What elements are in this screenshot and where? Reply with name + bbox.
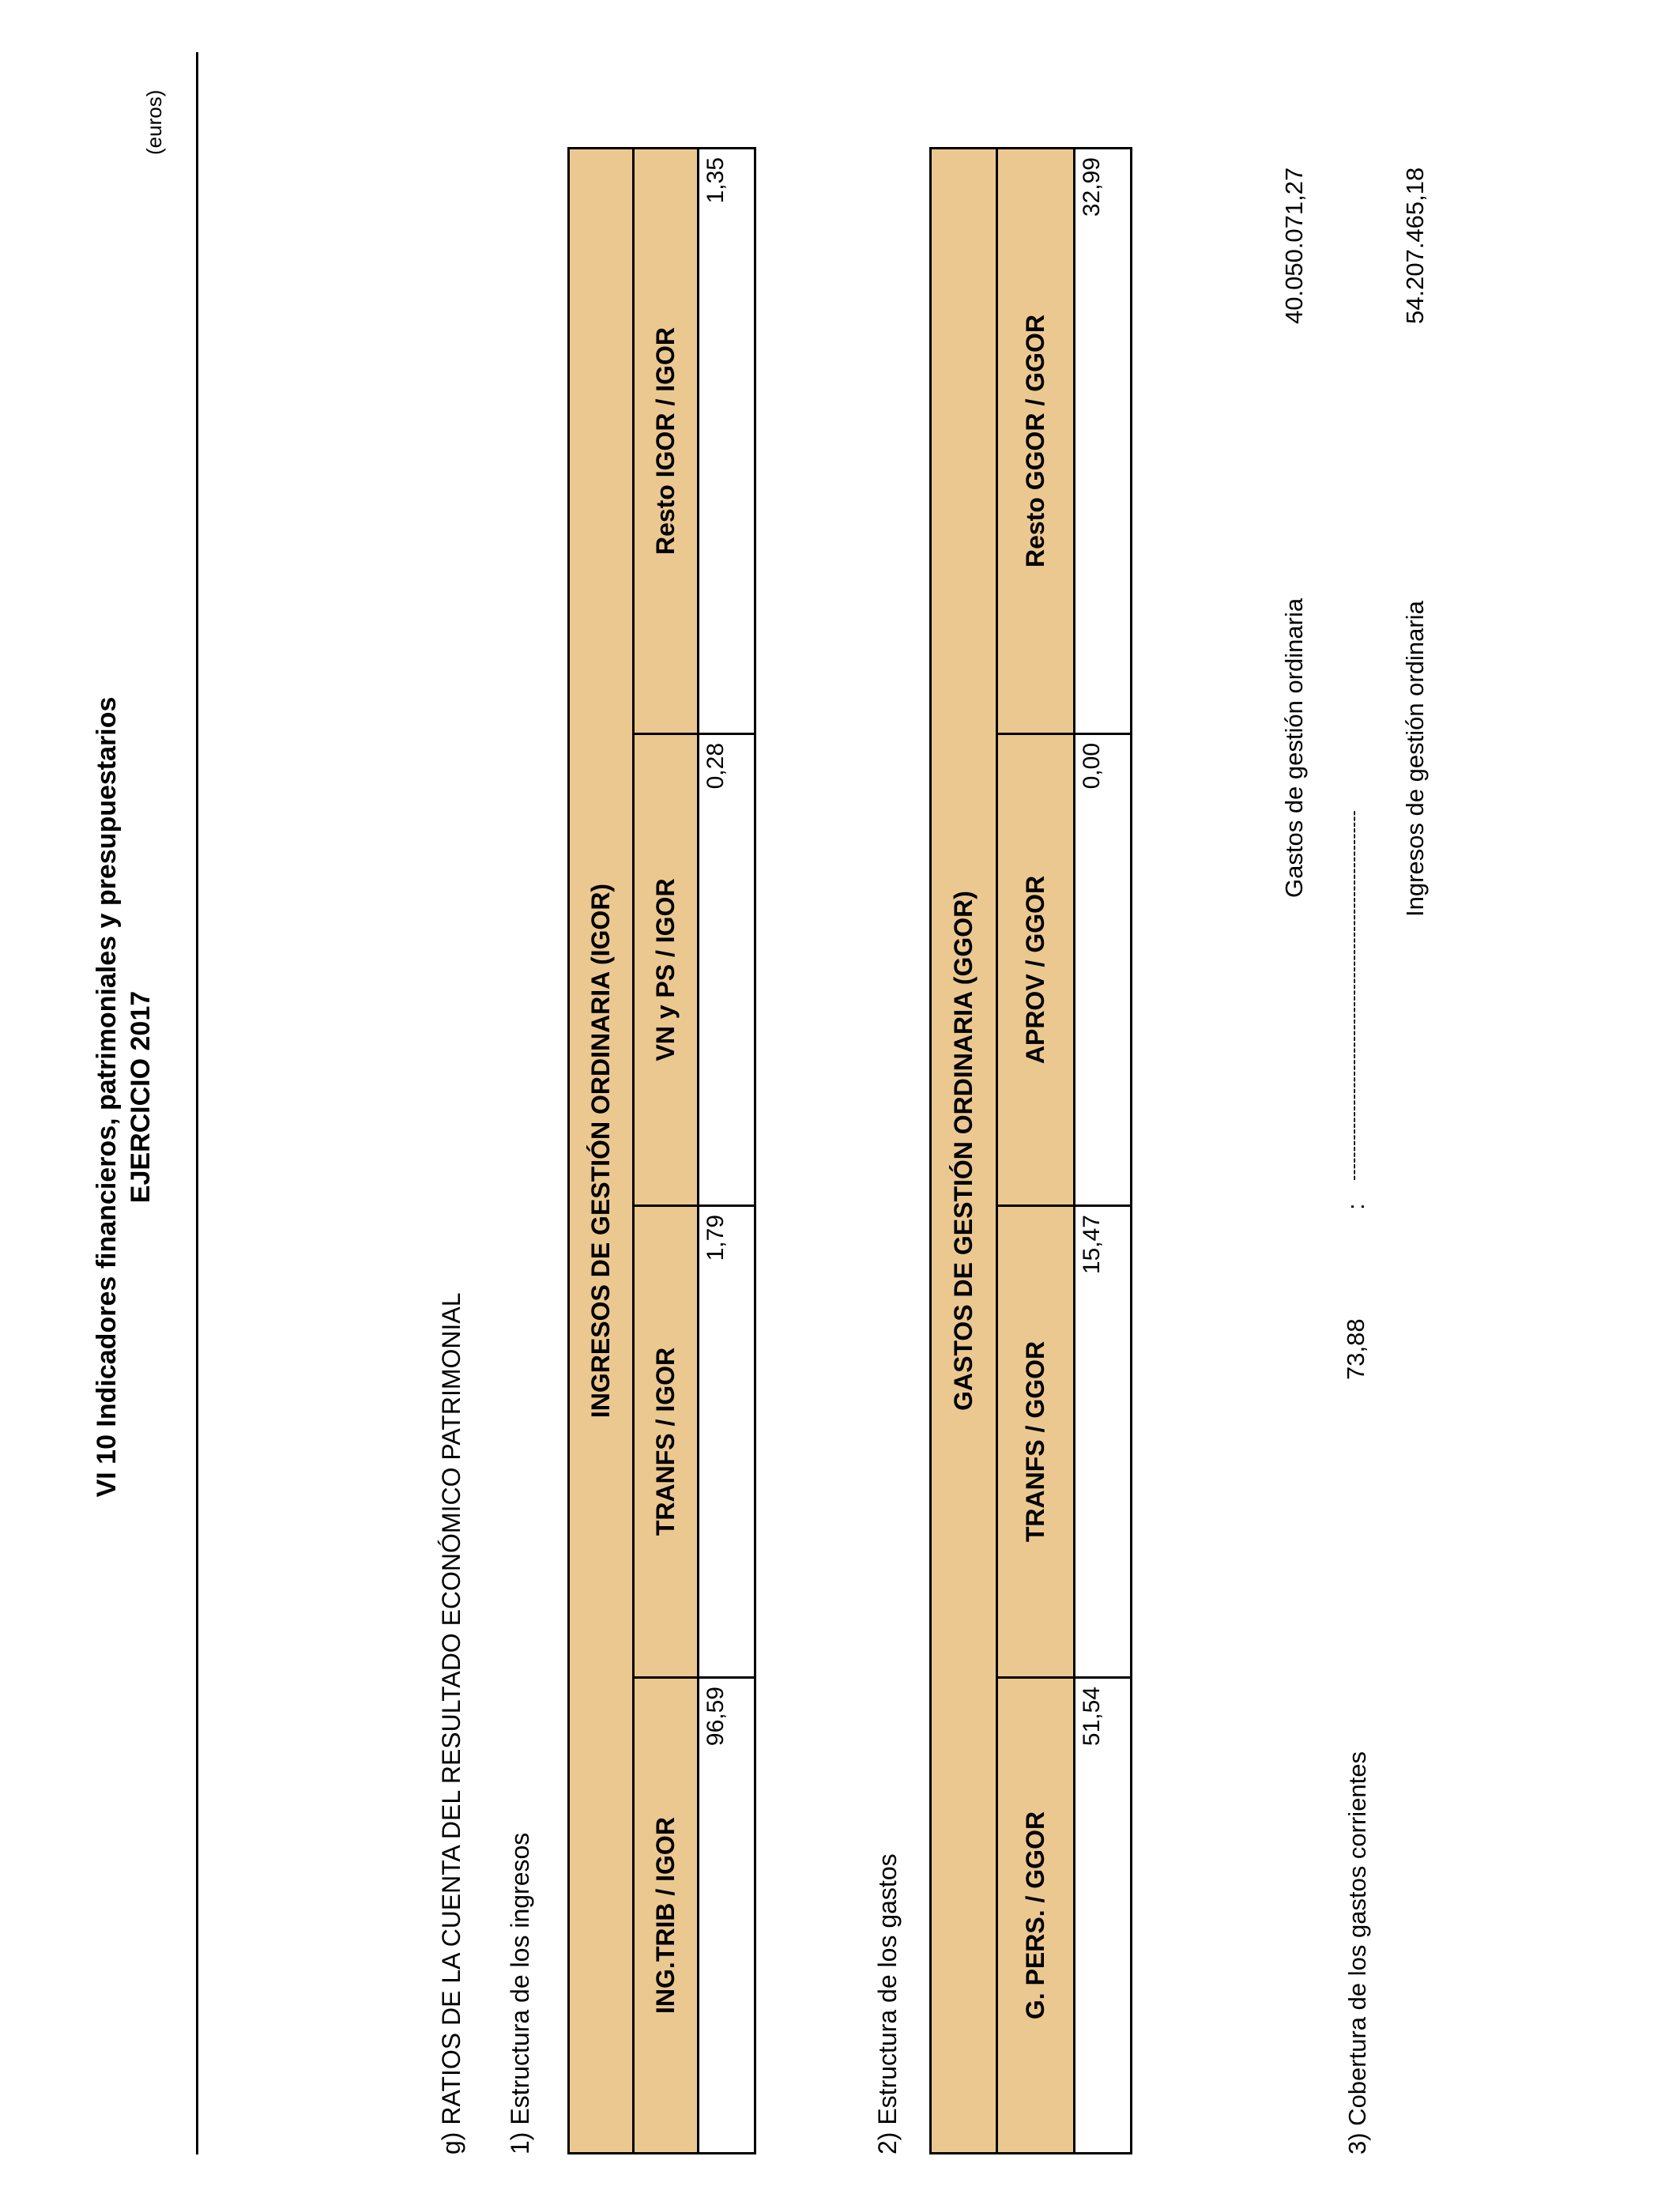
gastos-col-header: Resto GGOR / GGOR <box>996 147 1075 735</box>
cobertura-label: 3) Cobertura de los gastos corrientes <box>1343 1751 1371 2154</box>
ingresos-col-header: ING.TRIB / IGOR <box>632 1676 699 2154</box>
gastos-value: 32,99 <box>1073 147 1132 735</box>
gastos-value: 51,54 <box>1073 1676 1132 2154</box>
cobertura-value: 73,88 <box>1342 1318 1369 1380</box>
header-rule <box>196 52 198 2154</box>
numerator-value: 40.050.071,27 <box>1280 167 1308 324</box>
ingresos-group-header: INGRESOS DE GESTIÓN ORDINARIA (IGOR) <box>567 147 635 2154</box>
unit-label: (euros) <box>142 89 166 155</box>
denominator-value: 54.207.465,18 <box>1401 167 1429 324</box>
ingresos-value: 1,79 <box>697 1204 756 1679</box>
gastos-group-header: GASTOS DE GESTIÓN ORDINARIA (GGOR) <box>929 147 998 2154</box>
ingresos-value: 1,35 <box>697 147 756 735</box>
cobertura-colon: : <box>1342 1203 1369 1210</box>
gastos-col-header: G. PERS. / GGOR <box>996 1676 1075 2154</box>
ingresos-col-header: VN y PS / IGOR <box>632 733 699 1207</box>
page-subtitle: EJERCICIO 2017 <box>126 990 156 1204</box>
page-title: VI 10 Indicadores financieros, patrimoniales y presupuestarios <box>92 696 122 1498</box>
gastos-label: 2) Estructura de los gastos <box>873 1853 902 2154</box>
ingresos-value: 0,28 <box>697 733 756 1207</box>
ingresos-value: 96,59 <box>697 1676 756 2154</box>
ingresos-col-header: Resto IGOR / IGOR <box>632 147 699 735</box>
gastos-col-header: APROV / GGOR <box>996 733 1075 1207</box>
section-title: g) RATIOS DE LA CUENTA DEL RESULTADO ECONÓMICO PATRIMONIAL <box>437 1292 465 2154</box>
ingresos-label: 1) Estructura de los ingresos <box>506 1832 534 2154</box>
ingresos-col-header: TRANFS / IGOR <box>632 1204 699 1679</box>
gastos-value: 0,00 <box>1073 733 1132 1207</box>
numerator-label: Gastos de gestión ordinaria <box>1280 598 1308 898</box>
denominator-label: Ingresos de gestión ordinaria <box>1401 601 1429 917</box>
fraction-divider: ---------------------------------------------------------------- <box>1343 810 1363 1181</box>
gastos-col-header: TRANFS / GGOR <box>996 1204 1075 1679</box>
gastos-value: 15,47 <box>1073 1204 1132 1679</box>
